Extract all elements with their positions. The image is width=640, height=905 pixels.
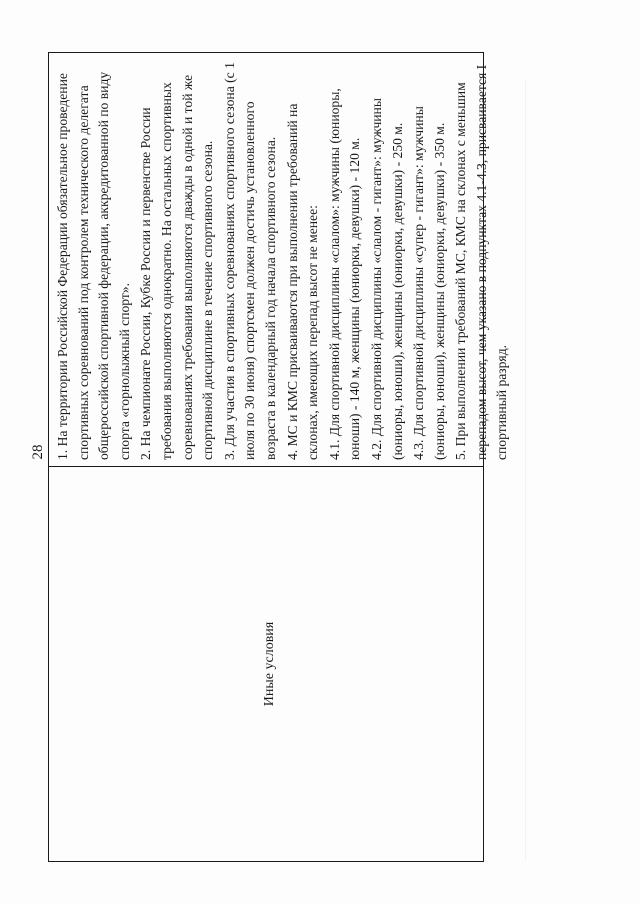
scan-artifact-line [525,80,526,860]
condition-paragraph-4: 4. МС и КМС присваиваются при выполнении требований на склонах, имеющих перепад высот не менее: [284,103,321,460]
rotated-table-wrapper [48,52,510,862]
table-label-cell [49,466,483,861]
condition-paragraph-4-1: 4.1. Для спортивной дисциплины «слалом»: мужчины (юниоры, юноши) - 140 м, женщины (юниорки, девушки) - 120 м. [326,88,363,460]
page-number: 28 [30,444,46,460]
condition-paragraph-3: 3. Для участия в спортивных соревнованиях спортивного сезона (с 1 июля по 30 июня) спортсмен должен достичь установленного возраста в календарный год начала спортивного сезона. [221,62,278,460]
condition-paragraph-1: 1. На территории Российской Федерации обязательное проведение спортивных соревнований под контролем технического делегата общероссийской спортивной федерации, аккредитованной по виду спорта «горнолыжный спорт». [55,71,132,460]
condition-paragraph-2: 2. На чемпионате России, Кубке России и первенстве России требования выполняются однократно. На остальных спортивных соревнованиях требования выполняются дважды в одной и той же спортивной дисциплине в течение спортивного сезона. [138,74,216,460]
condition-paragraph-4-2: 4.2. Для спортивной дисциплины «слалом - гигант»: мужчины (юниоры, юноши), женщины (юниорки, девушки) - 250 м. [368,98,405,460]
condition-paragraph-5: 5. При выполнении требований МС, КМС на склонах с меньшим перепадом высот, чем указано в подпунктах 4.1-4.3, присваивается I спортивный разряд. [453,64,510,460]
conditions-table [48,52,510,862]
label-other-conditions: Иные условия [262,621,277,707]
table-content-cell [49,53,510,466]
condition-paragraph-4-3: 4.3. Для спортивной дисциплины «супер - гигант»: мужчины (юниоры, юноши), женщины (юниорки, девушки) - 350 м. [411,106,447,460]
